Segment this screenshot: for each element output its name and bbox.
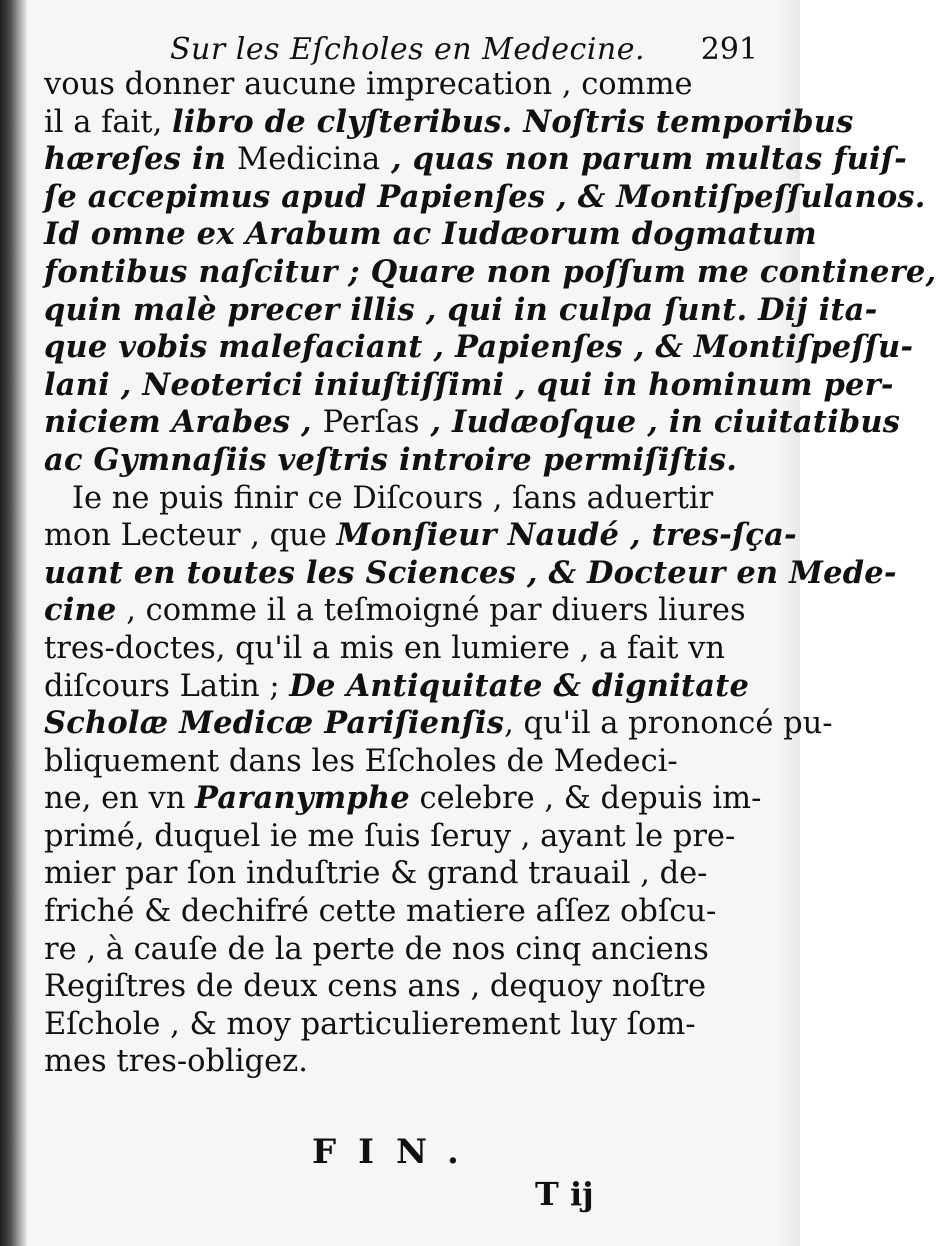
text-line: [44, 743, 734, 781]
text-line: [44, 480, 734, 518]
italic-text-segment: uant en toutes les Sciences , & Docteur en Mede-: [44, 554, 897, 591]
text-line: [44, 404, 901, 442]
text-line: [44, 968, 734, 1006]
roman-text-segment: Perſas: [322, 405, 420, 441]
page-gutter-shadow: [0, 0, 28, 1246]
fin-label: FIN.: [312, 1132, 481, 1172]
text-line: [44, 818, 734, 856]
roman-text-segment: Ie ne puis finir ce Diſcours , ſans aduertir: [72, 480, 714, 516]
roman-text-segment: mier par ſon induſtrie & grand trauail , de-: [44, 856, 708, 892]
text-line: [44, 1006, 734, 1044]
text-line: [44, 630, 734, 668]
italic-text-segment: Paranymphe: [195, 780, 410, 817]
italic-text-segment: ſe accepimus apud Papienſes , & Montiſpeſſulanos.: [44, 178, 926, 215]
roman-text-segment: celebre , & depuis im-: [409, 781, 762, 817]
italic-text-segment: fontibus naſcitur ; Quare non poſſum me continere,: [44, 253, 936, 290]
italic-text-segment: ac Gymnaſiis veſtris introire permiſiſtis.: [44, 441, 738, 478]
text-line: [44, 366, 894, 405]
roman-text-segment: friché & dechifré cette matiere aſſez obſcu-: [44, 894, 717, 930]
roman-text-segment: mes tres-obligez.: [44, 1044, 308, 1080]
text-line: [44, 66, 734, 104]
text-line: [44, 178, 926, 217]
text-line: [44, 780, 762, 818]
text-line: [44, 705, 833, 743]
running-head: Sur les Eſcholes en Medecine.: [170, 32, 646, 67]
italic-text-segment: , quas non parum multas fuiſ-: [380, 141, 907, 178]
italic-text-segment: Scholæ Medicæ Pariſienſis: [44, 705, 505, 742]
page-header: [40, 14, 770, 70]
text-line: [44, 103, 854, 142]
text-line: [44, 893, 734, 931]
roman-text-segment: vous donner aucune imprecation , comme: [44, 67, 693, 102]
roman-text-segment: mon Lecteur , que: [44, 518, 337, 554]
text-line: [44, 216, 817, 254]
roman-text-segment: diſcours Latin ;: [44, 668, 290, 704]
roman-text-segment: Regiſtres de deux cens ans , dequoy noſtre: [44, 969, 707, 1005]
text-line: [44, 592, 746, 630]
roman-text-segment: , comme il a teſmoigné par diuers liures: [116, 593, 746, 629]
roman-text-segment: , qu'il a prononcé pu-: [504, 706, 833, 742]
italic-text-segment: niciem Arabes ,: [44, 404, 323, 441]
text-line: [44, 667, 750, 706]
roman-text-segment: re , à cauſe de la perte de nos cinq anciens: [44, 931, 709, 967]
text-line: [44, 554, 897, 593]
text-line: [44, 329, 914, 367]
italic-text-segment: quin malè precer illis , qui in culpa ſunt. Dij ita-: [44, 291, 878, 328]
roman-text-segment: il a fait,: [44, 104, 172, 140]
signature-mark: T ij: [535, 1175, 594, 1213]
italic-text-segment: que vobis malefaciant , Papienſes , & Montiſpeſſu-: [44, 329, 914, 366]
text-line: [44, 141, 907, 179]
text-line: [44, 1043, 734, 1081]
roman-text-segment: Medicina: [236, 142, 381, 178]
italic-text-segment: Id omne ex Arabum ac Iudæorum dogmatum: [44, 216, 817, 253]
roman-text-segment: bliquement dans les Eſcholes de Medeci-: [44, 743, 678, 779]
italic-text-segment: , Iudæoſque , in ciuitatibus: [419, 404, 901, 441]
roman-text-segment: tres-doctes, qu'il a mis en lumiere , a fait vn: [44, 630, 725, 666]
body-text: [44, 66, 936, 1081]
roman-text-segment: Eſchole , & moy particulierement luy ſom-: [44, 1006, 696, 1042]
page-number: 291: [700, 32, 758, 67]
text-line: [44, 931, 734, 969]
italic-text-segment: hæreſes in: [44, 141, 237, 178]
italic-text-segment: cine: [44, 592, 117, 629]
text-line: [44, 291, 878, 330]
roman-text-segment: primé, duquel ie me ſuis ſeruy , ayant le pre-: [44, 818, 736, 854]
text-line: [44, 517, 797, 555]
text-line: [44, 441, 738, 480]
italic-text-segment: Monſieur Naudé , tres-ſça-: [336, 517, 797, 554]
text-line: [44, 253, 936, 292]
italic-text-segment: libro de clyſteribus. Noſtris temporibus: [171, 103, 854, 140]
italic-text-segment: lani , Neoterici iniuſtiſſimi , qui in hominum per-: [44, 366, 894, 403]
text-line: [44, 855, 734, 893]
roman-text-segment: ne, en vn: [44, 781, 196, 817]
italic-text-segment: De Antiquitate & dignitate: [289, 667, 750, 704]
